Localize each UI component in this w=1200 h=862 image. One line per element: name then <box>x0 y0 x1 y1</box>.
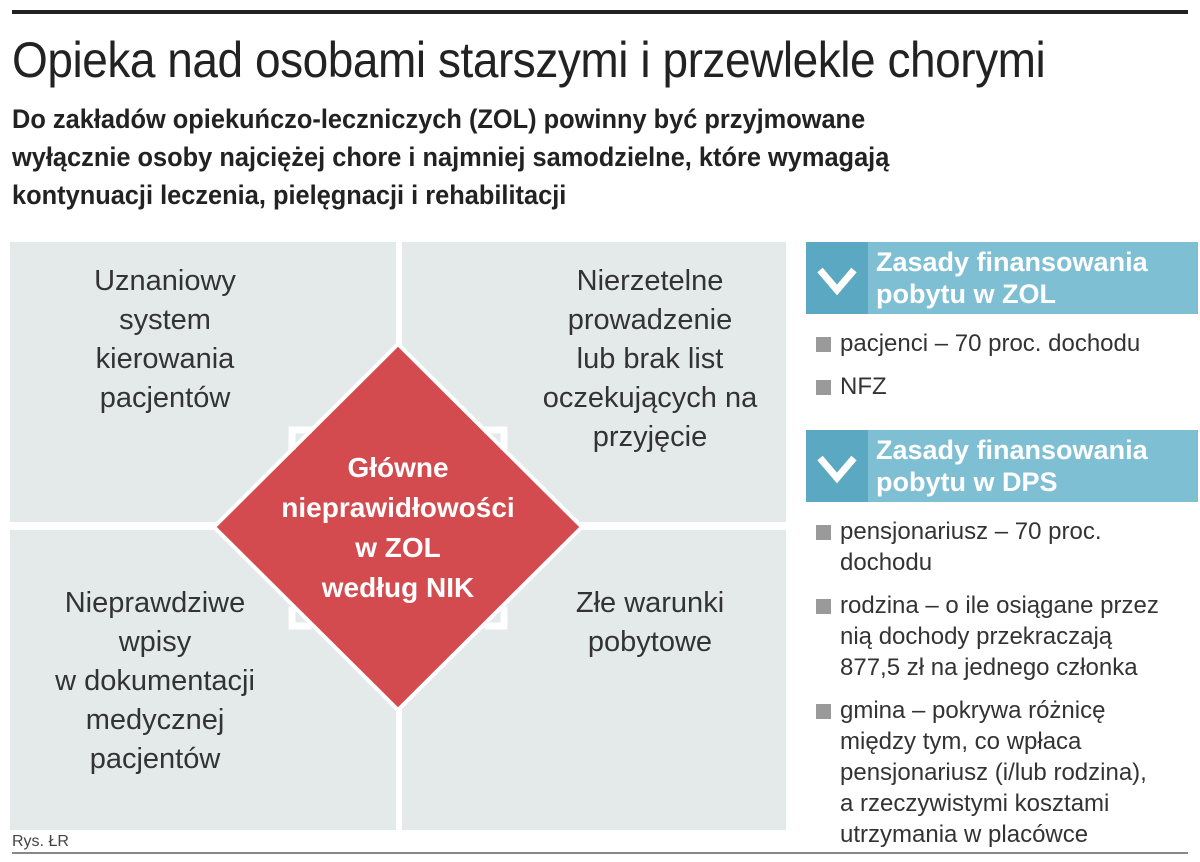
header-line: Zasady finansowania <box>876 247 1148 277</box>
item-line: pacjenci – 70 proc. dochodu <box>840 330 1141 357</box>
item-line: rodzina – o ile osiągane przez <box>840 592 1159 619</box>
list-item <box>814 516 1200 578</box>
chevron-down-icon <box>806 242 868 314</box>
center-line: według NIK <box>321 572 475 603</box>
bullet-square-icon <box>816 337 831 352</box>
item-line: a rzeczywistymi kosztami <box>840 790 1110 817</box>
bullet-square-icon <box>816 704 831 719</box>
header-line: pobytu w ZOL <box>876 279 1056 309</box>
panel-line: pacjentów <box>99 382 231 414</box>
credit-text: Rys. ŁR <box>12 833 69 850</box>
panel-line: Złe warunki <box>575 587 725 619</box>
list-item <box>814 328 1200 359</box>
list-item <box>814 590 1200 683</box>
item-line: NFZ <box>840 373 887 400</box>
panel-line: Nierzetelne <box>576 265 724 297</box>
panel-line: system <box>119 304 211 336</box>
center-label <box>262 448 534 608</box>
center-line: w ZOL <box>355 532 441 563</box>
panel-line: lub brak list <box>576 343 724 375</box>
panel-line: wpisy <box>118 626 192 658</box>
panel-line: przyjęcie <box>592 421 708 453</box>
subtitle-line: Do zakładów opiekuńczo-leczniczych (ZOL) powinny być przyjmowane <box>12 104 866 134</box>
panel-line: w dokumentacji <box>55 665 255 697</box>
item-line: między tym, co wpłaca <box>840 728 1082 755</box>
zol-header-text <box>876 246 1148 310</box>
item-line: 877,5 zł na jednego członka <box>840 654 1138 681</box>
chevron-tile <box>806 242 868 314</box>
bullet-square-icon <box>816 380 831 395</box>
panel-line: prowadzenie <box>567 304 733 336</box>
list-item <box>814 695 1200 850</box>
item-line: dochodu <box>840 549 933 576</box>
bullet-square-icon <box>816 525 831 540</box>
bullet-square-icon <box>816 599 831 614</box>
item-line: gmina – pokrywa różnicę <box>840 697 1106 724</box>
bottom-rule <box>12 852 1188 854</box>
zol-bullet-list <box>814 328 1200 414</box>
dps-header-text <box>876 434 1148 498</box>
item-line: pensjonariusz – 70 proc. <box>840 518 1102 545</box>
item-line: nią dochody przekraczają <box>840 623 1113 650</box>
infographic-title: Opieka nad osobami starszymi i przewlekle chorymi <box>12 32 1046 88</box>
header-line: Zasady finansowania <box>876 435 1148 465</box>
dps-box-header <box>806 430 1198 502</box>
subtitle-line: kontynuacji leczenia, pielęgnacji i rehabilitacji <box>12 180 567 210</box>
zol-box-header <box>806 242 1198 314</box>
panel-line: medycznej <box>85 704 225 736</box>
panel-line: oczekujących na <box>542 382 758 414</box>
panel-line: pobytowe <box>587 626 713 658</box>
subtitle-line: wyłącznie osoby najciężej chore i najmniej samodzielne, które wymagają <box>12 142 890 172</box>
panel-line: kierowania <box>95 343 235 375</box>
center-line: nieprawidłowości <box>281 492 515 523</box>
list-item <box>814 371 1200 402</box>
center-line: Główne <box>347 452 449 483</box>
header-line: pobytu w DPS <box>876 467 1058 497</box>
panel-line: Uznaniowy <box>94 265 236 297</box>
item-line: pensjonariusz (i/lub rodzina), <box>840 759 1147 786</box>
chevron-tile <box>806 430 868 502</box>
item-line: utrzymania w placówce <box>840 821 1089 848</box>
chevron-down-icon <box>806 430 868 502</box>
panel-line: pacjentów <box>89 743 221 775</box>
dps-bullet-list <box>814 516 1200 862</box>
panel-line: Nieprawdziwe <box>64 587 246 619</box>
